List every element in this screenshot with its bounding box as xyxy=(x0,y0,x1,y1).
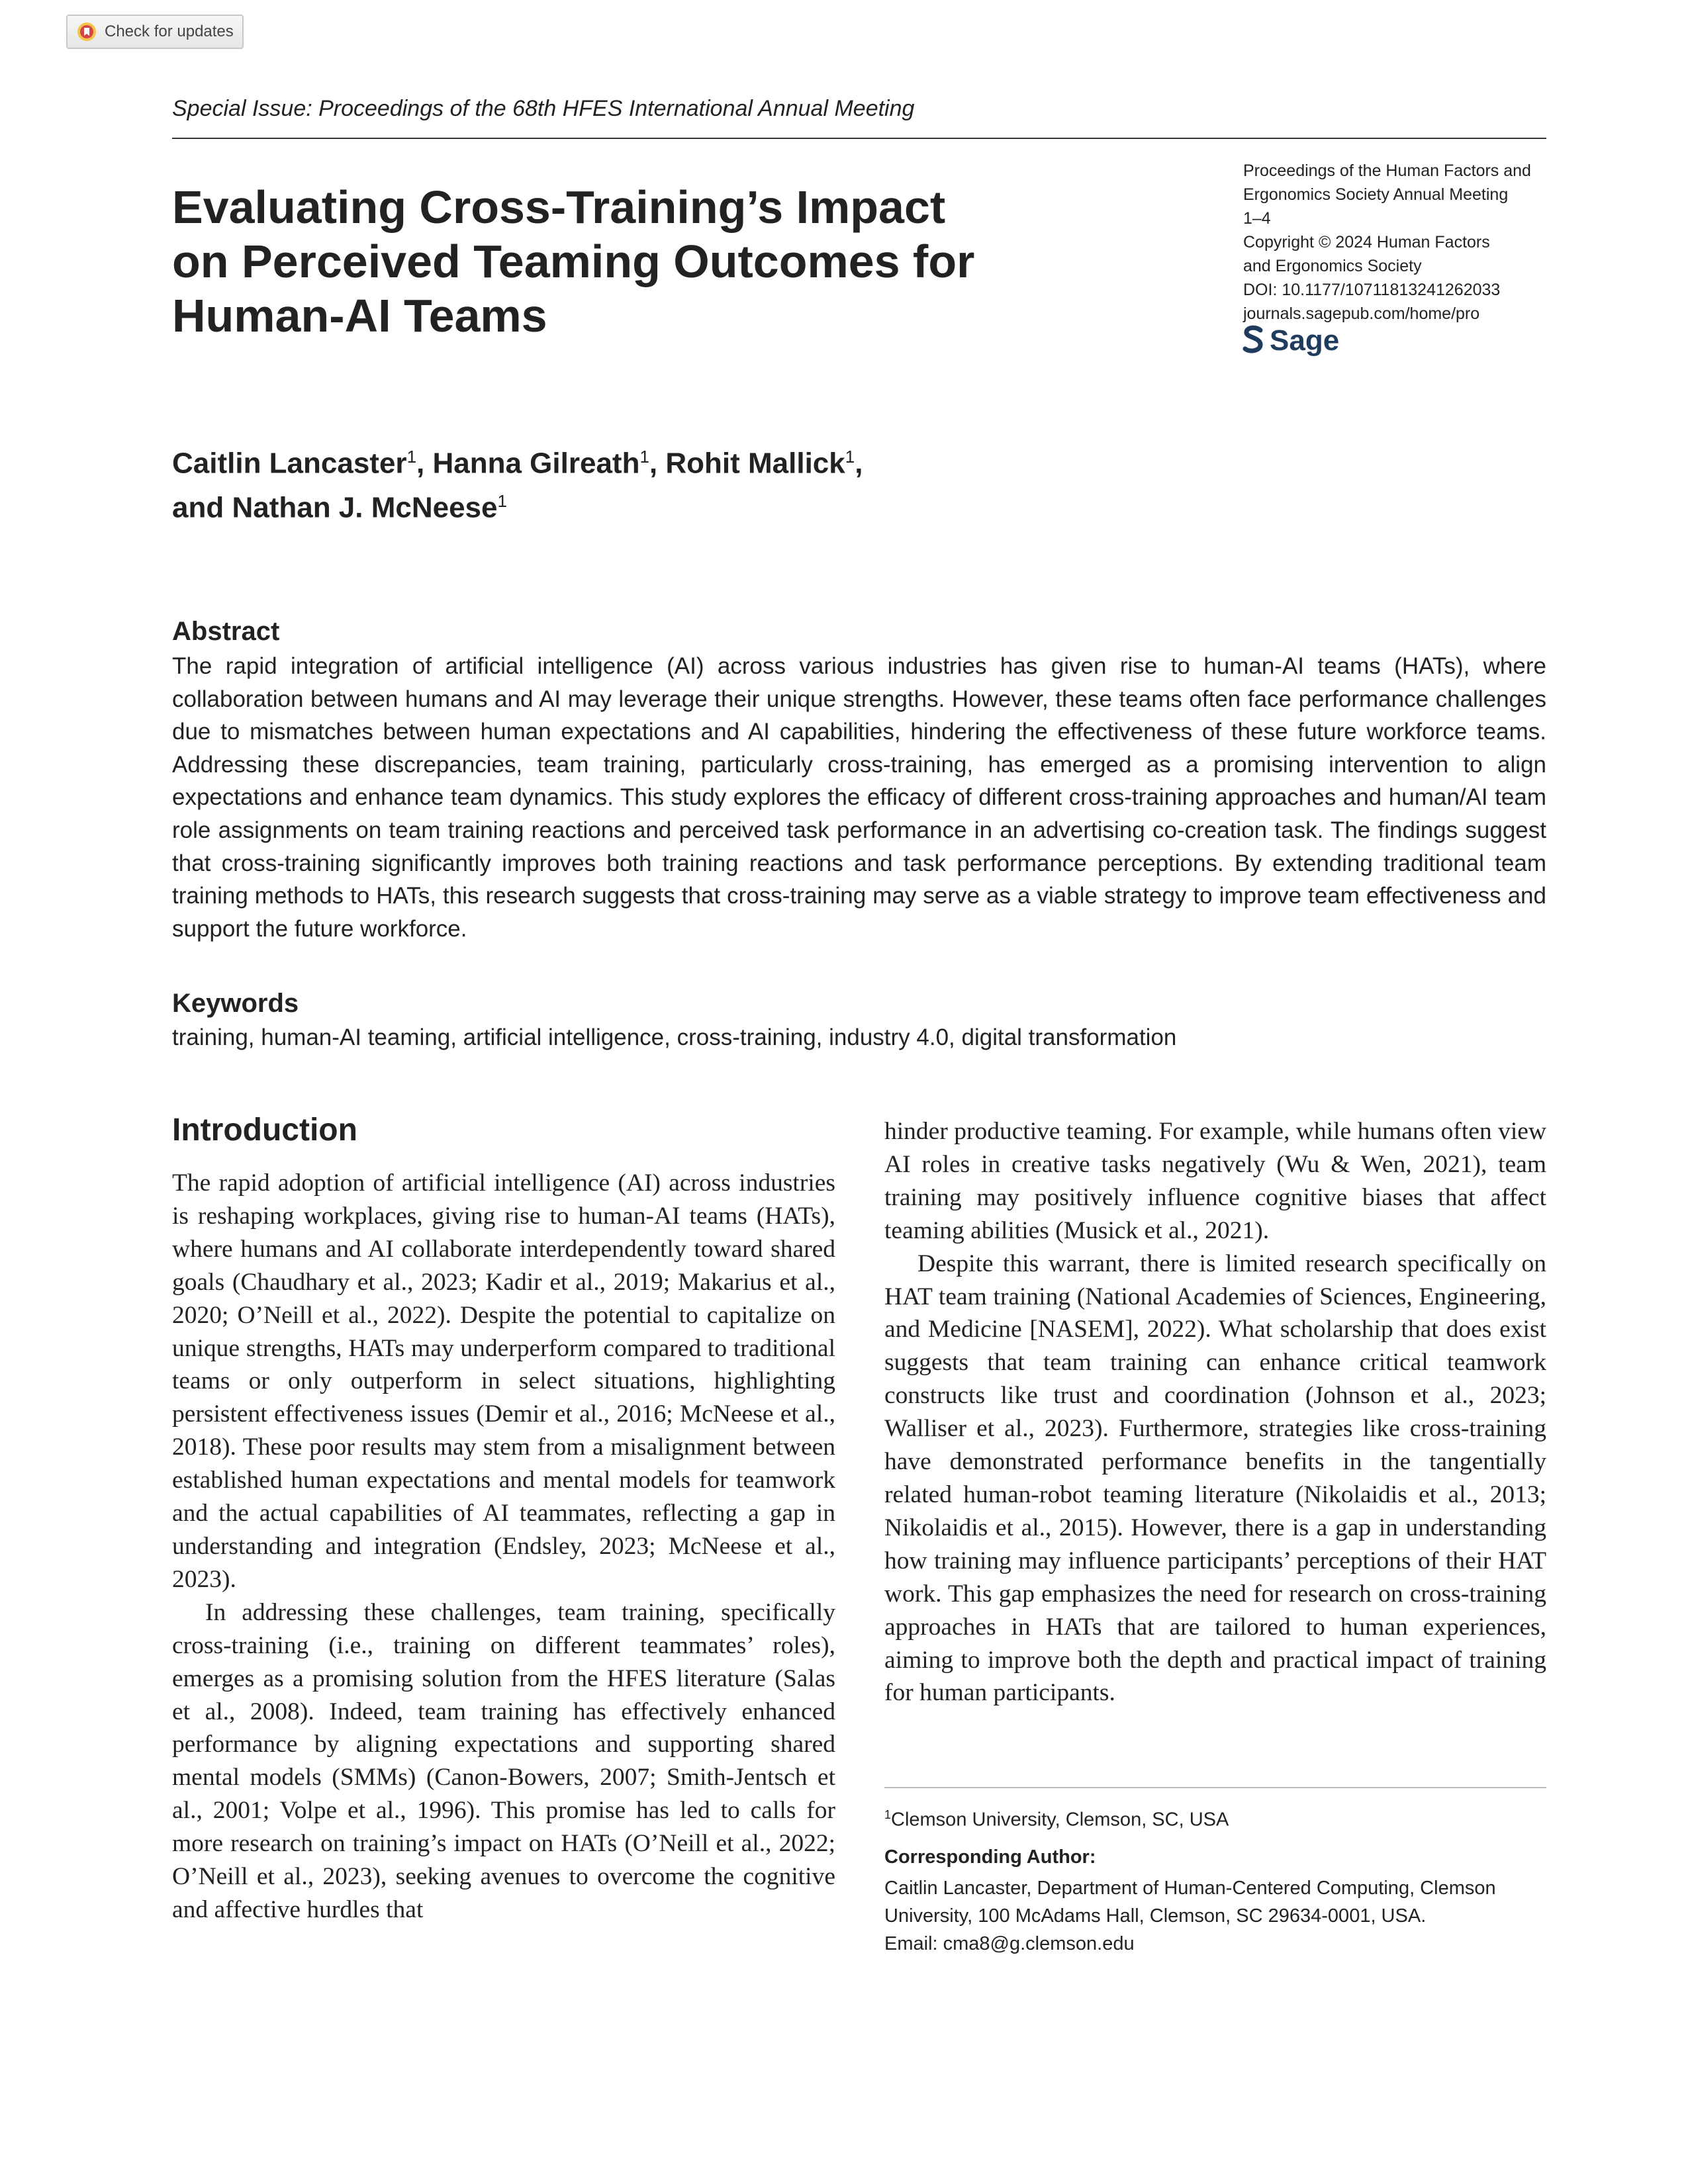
pubinfo-line: and Ergonomics Society xyxy=(1243,257,1422,275)
sage-logo xyxy=(1242,324,1339,357)
sage-s-icon xyxy=(1242,325,1264,357)
publication-info xyxy=(1243,159,1548,326)
journal-header: Special Issue: Proceedings of the 68th HFES International Annual Meeting xyxy=(172,96,915,121)
check-for-updates-label: Check for updates xyxy=(105,23,234,40)
author-line xyxy=(172,482,1165,527)
author-separator: , xyxy=(416,447,433,480)
author-line xyxy=(172,438,1165,482)
corresponding-line: Caitlin Lancaster, Department of Human-Centered Computing, Clemson xyxy=(884,1878,1496,1899)
publisher-name: Sage xyxy=(1270,324,1340,357)
keywords-heading: Keywords xyxy=(172,989,299,1018)
pubinfo-line: Ergonomics Society Annual Meeting xyxy=(1243,185,1509,204)
body-paragraph: hinder productive teaming. For example, while humans often view AI roles in creative tasks negatively (Wu & Wen, 2021), team training may positively influence cognitive biases that affect teaming abilities (Musick et al., 2021). xyxy=(884,1118,1546,1244)
body-paragraph: Despite this warrant, there is limited research specifically on HAT team training (National Academies of Sciences, Engineering, and Medicine [NASEM], 2022). What scholarship that does exist suggests that team training can enhance critical teamwork constructs like trust and coordination (Johnson et al., 2023; Walliser et al., 2023). Furthermore, strategies like cross-training have demonstrated performance benefits in the tangentially related human-robot teaming literature (Nikolaidis et al., 2013; Nikolaidis et al., 2015). However, there is a gap in understanding how training may influence participants’ perceptions of their HAT work. This gap emphasizes the need for research on cross-training approaches in HATs that are tailored to human experiences, aiming to improve both the depth and practical impact of training for human participants. xyxy=(884,1250,1546,1707)
affiliation-text: Clemson University, Clemson, SC, USA xyxy=(891,1809,1229,1831)
affiliation-mark: 1 xyxy=(497,490,507,511)
pubinfo-line: Copyright © 2024 Human Factors xyxy=(1243,233,1490,251)
author-name: Hanna Gilreath xyxy=(432,447,640,480)
author-name: Caitlin Lancaster xyxy=(172,447,407,480)
corresponding-author-details xyxy=(884,1874,1546,1958)
affiliation-mark: 1 xyxy=(639,447,649,467)
title-line: on Perceived Teaming Outcomes for xyxy=(172,236,975,287)
abstract-text: The rapid integration of artificial intelligence (AI) across various industries has given rise to human-AI teams (HATs), where collaboration between humans and AI may leverage their unique strengths. However, these teams often face performance challenges due to mismatches between human expectations and AI capabilities, hindering the effectiveness of these future workforce teams. Addressing these discrepancies, team training, particularly cross-training, has emerged as a promising intervention to align expectations and enhance team dynamics. This study explores the efficacy of different cross-training approaches and human/AI team role assignments on team training reactions and perceived task performance in an advertising co-creation task. The findings suggest that cross-training significantly improves both training reactions and task performance perceptions. By extending traditional team training methods to HATs, this research suggests that cross-training may serve as a viable strategy to improve team effectiveness and support the future workforce. xyxy=(172,653,1546,942)
pubinfo-line: 1–4 xyxy=(1243,209,1271,228)
keywords-text: training, human-AI teaming, artificial intelligence, cross-training, industry 4.0, digital transformation xyxy=(172,1024,1177,1050)
title-line: Evaluating Cross-Training’s Impact xyxy=(172,181,946,233)
doi-line: DOI: 10.1177/10711813241262033 xyxy=(1243,281,1501,299)
body-paragraph: In addressing these challenges, team training, specifically cross-training (i.e., training on different teammates’ roles), emerges as a promising solution from the HFES literature (Salas et al., 2008). Indeed, team training has effectively enhanced performance by aligning expectations and supporting shared mental models (SMMs) (Canon-Bowers, 2007; Smith-Jentsch et al., 2001; Volpe et al., 1996). This promise has led to calls for more research on training’s impact on HATs (O’Neill et al., 2022; O’Neill et al., 2023), seeking avenues to overcome the cognitive and affective hurdles that xyxy=(172,1598,835,1923)
author-name: and Nathan J. McNeese xyxy=(172,491,498,524)
bookmark-badge-icon xyxy=(77,22,97,42)
affiliation-footnote xyxy=(884,1800,1546,1835)
author-separator: , xyxy=(855,447,863,480)
left-column xyxy=(172,1167,835,1927)
author-separator: , xyxy=(649,447,666,480)
pubinfo-line: Proceedings of the Human Factors and xyxy=(1243,161,1531,180)
abstract-heading: Abstract xyxy=(172,617,280,646)
title-line: Human-AI Teams xyxy=(172,290,547,341)
journal-url-link[interactable]: journals.sagepub.com/home/pro xyxy=(1243,304,1480,323)
author-list xyxy=(172,438,1165,526)
footnote-rule xyxy=(884,1787,1546,1788)
header-rule xyxy=(172,138,1546,139)
email-link[interactable]: Email: cma8@g.clemson.edu xyxy=(884,1933,1135,1954)
right-column xyxy=(884,1115,1546,1709)
author-name: Rohit Mallick xyxy=(665,447,845,480)
body-paragraph: The rapid adoption of artificial intelligence (AI) across industries is reshaping workplaces, giving rise to human-AI teams (HATs), where humans and AI collaborate interdependently toward shared goals (Chaudhary et al., 2023; Kadir et al., 2019; Makarius et al., 2020; O’Neill et al., 2022). Despite the potential to capitalize on unique strengths, HATs may underperform compared to traditional teams or only outperform in select situations, highlighting persistent effectiveness issues (Demir et al., 2016; McNeese et al., 2018). These poor results may stem from a misalignment between established human expectations and mental models for teamwork and the actual capabilities of AI teammates, reflecting a gap in understanding and integration (Endsley, 2023; McNeese et al., 2023). xyxy=(172,1169,835,1593)
affiliation-mark: 1 xyxy=(884,1808,892,1821)
check-for-updates-button[interactable] xyxy=(66,15,244,49)
paper-title xyxy=(172,180,1152,343)
affiliation-mark: 1 xyxy=(406,447,417,467)
corresponding-author-label: Corresponding Author: xyxy=(884,1846,1096,1868)
affiliation-mark: 1 xyxy=(845,447,855,467)
introduction-heading: Introduction xyxy=(172,1113,357,1148)
corresponding-line: University, 100 McAdams Hall, Clemson, SC 29634-0001, USA. xyxy=(884,1905,1427,1927)
